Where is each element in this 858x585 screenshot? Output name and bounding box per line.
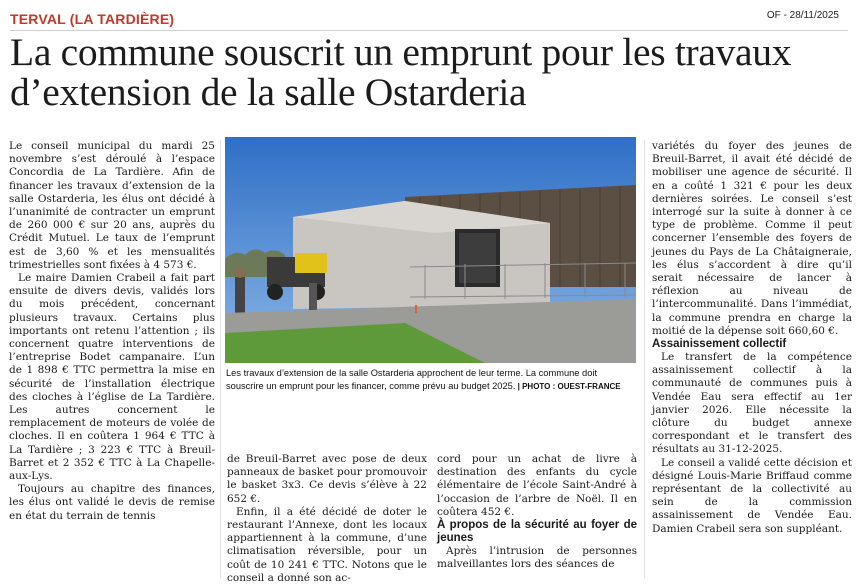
paragraph: Le conseil municipal du mardi 25 novembre s’est déroulé à l’espace Concordia de La Tardière. Afin de financer les travaux d’extension de la salle Ostarderia, les élus ont décidé à l’unanimité de contracter un emprunt de 260 000 € sur 20 ans, auprès du Crédit Mutuel. Le taux de l’emprunt est de 3,60 % et les mensualités trimestrielles sont fixées à 4 573 €. (9, 140, 215, 271)
paragraph: variétés du foyer des jeunes de Breuil-Barret, il avait été décidé de mobiliser une agence de sécurité. Il en a coûté 1 321 € pour les deux dernières soirées. Le conseil s’est interrogé sur la suite à donner à ce type de problème. Comme il peut concerner l’ensemble des foyers de jeunes du Pays de La Châtaigneraie, les élus s’accordent à dire qu’il serait nécessaire de lancer à réflexion au niveau de l’intercommunalité. Dans l’immédiat, la commune prendra en charge la moitié de la dépense soit 660,60 €. (652, 140, 852, 337)
column-divider (644, 140, 645, 578)
article-column-1 (9, 140, 215, 523)
paragraph: cord pour un achat de livre à destination des enfants du cycle élémentaire de l’école Saint-André à l’occasion de l’arbre de Noël. Il en coûtera 452 €. (437, 453, 637, 518)
article-column-3 (437, 453, 637, 571)
paragraph: Après l’intrusion de personnes malveillantes lors des séances de (437, 545, 637, 571)
caption-text: Les travaux d’extension de la salle Ostarderia approchent de leur terme. La commune doit souscrire un emprunt pour les financer, comme prévu au budget 2025. (226, 368, 598, 391)
paragraph: Le maire Damien Crabeil a fait part ensuite de divers devis, validés lors du mois précédent, concernant plusieurs travaux. Certains plus importants ont retenu l’attention ; ils concernent quatre interventions de l’entreprise Bodet campanaire. L’un de 1 898 € TTC permettra la mise en sécurité de l’installation électrique des cloches à l’église de La Tardière. Les autres concernent le remplacement de moteurs de volée de cloches. Il en coûtera 1 964 € TTC à La Tardière ; 3 223 € TTC à Breuil-Barret et 2 352 € TTC à La Chapelle-aux-Lys. (9, 272, 215, 483)
article-column-4 (652, 140, 852, 536)
paragraph: de Breuil-Barret avec pose de deux panneaux de basket pour promouvoir le basket 3x3. Ce devis s’élève à 22 652 €. (227, 453, 427, 505)
paragraph: Le conseil a validé cette décision et désigné Louis-Marie Briffaud comme représentant de la collectivité au sein de la commission assainissement de Vendée Eau. Damien Crabeil sera son suppléant. (652, 456, 852, 535)
article-photo (225, 137, 636, 363)
article-title: La commune souscrit un emprunt pour les travaux d’extension de la salle Ostarderia (10, 30, 792, 114)
source-date: OF - 28/11/2025 (766, 10, 839, 21)
paragraph: Le transfert de la compétence assainissement collectif à la communauté de communes puis à Vendée Eau sera effectif au 1er janvier 2026. Elle nécessite la clôture du budget annexe correspondant et le transfert des résultats au 31-12-2025. (652, 351, 852, 456)
article-column-2 (227, 453, 427, 585)
photo-caption (226, 367, 636, 393)
section-subheading: À propos de la sécurité au foyer de jeunes (437, 519, 637, 545)
photo-credit: | PHOTO : OUEST-FRANCE (515, 381, 621, 391)
paragraph: Toujours au chapitre des finances, les élus ont validé le devis de remise en état du terrain de tennis (9, 483, 215, 522)
section-subheading: Assainissement collectif (652, 338, 787, 351)
section-rubric: TERVAL (LA TARDIÈRE) (10, 11, 175, 27)
paragraph: Enfin, il a été décidé de doter le restaurant l’Annexe, dont les locaux appartiennent à la commune, d’une climatisation réversible, pour un coût de 10 241 € TTC. Notons que le conseil a donné son ac- (227, 505, 427, 584)
column-divider (220, 140, 221, 578)
